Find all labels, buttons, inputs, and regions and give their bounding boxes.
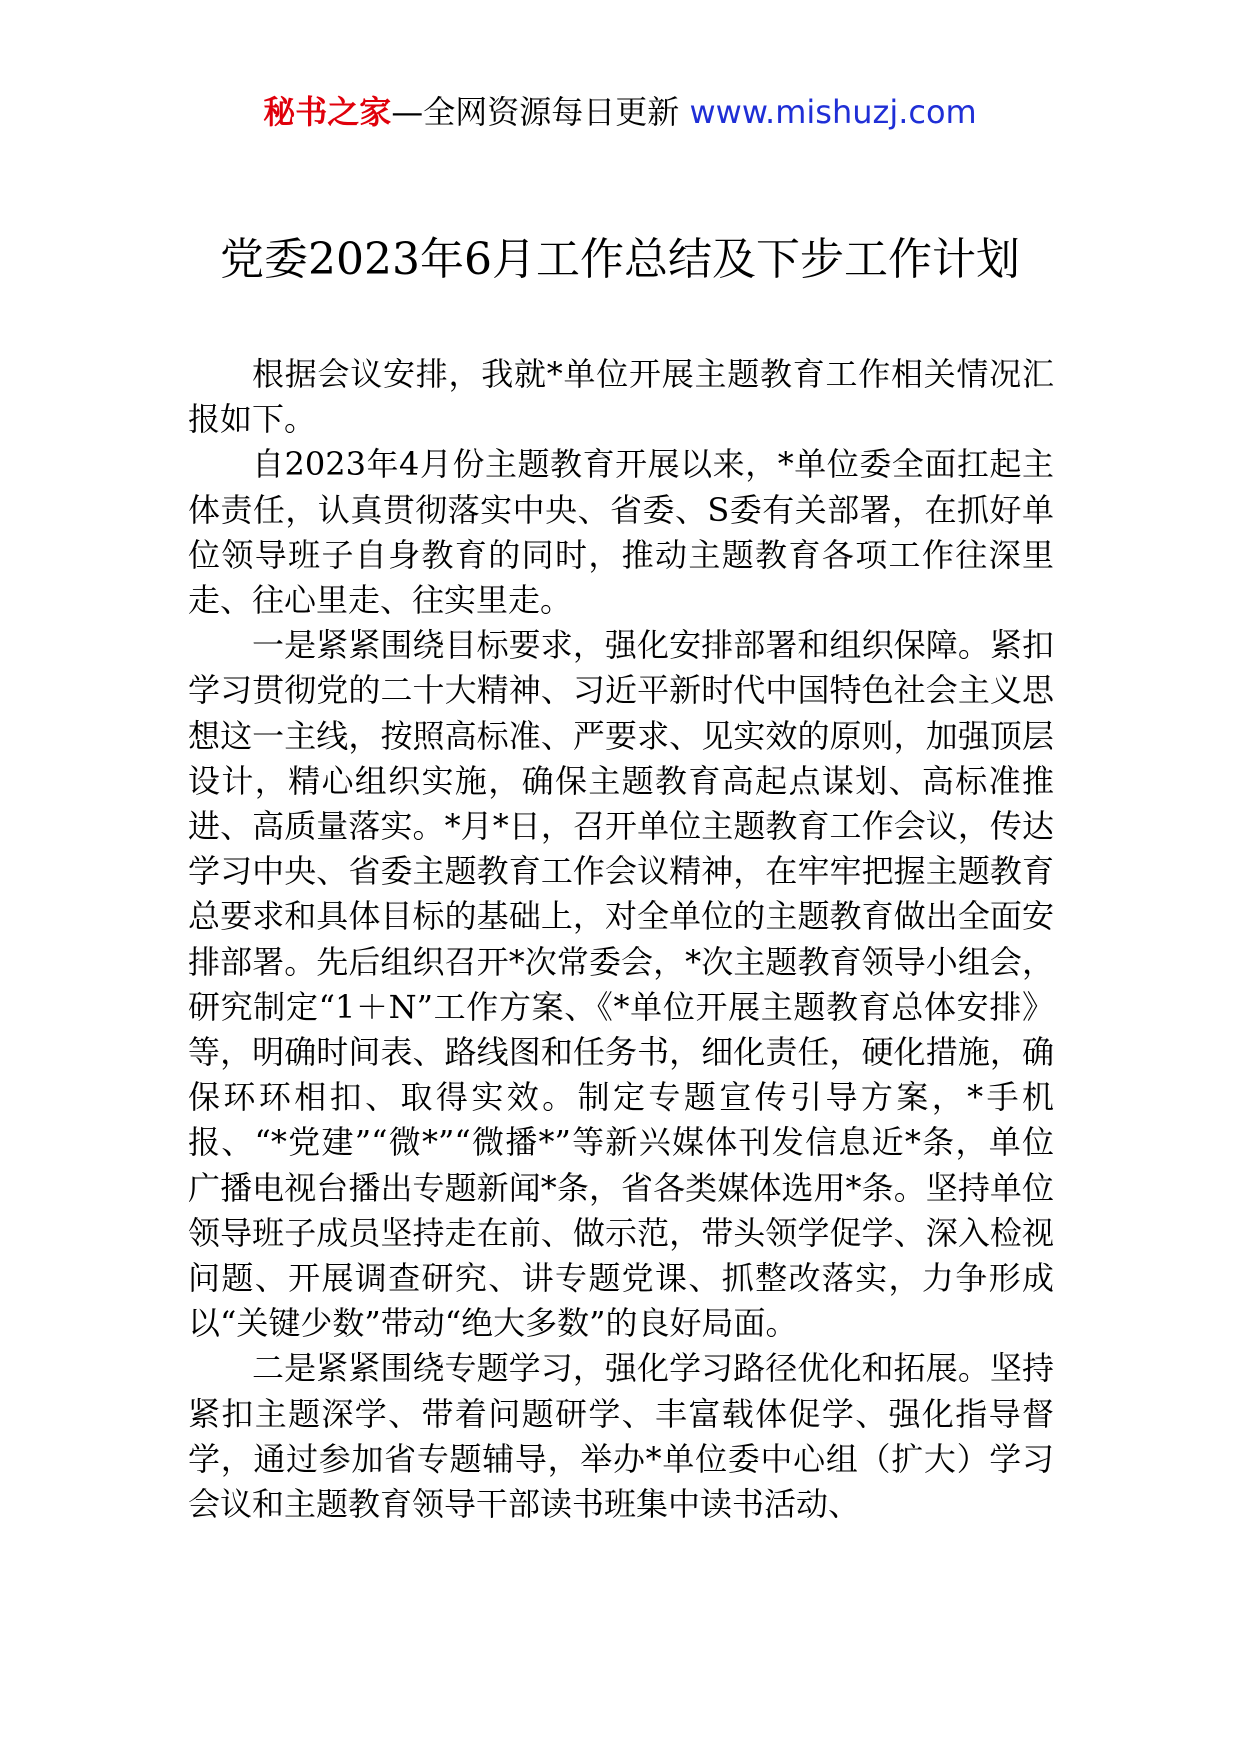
site-brand: 秘书之家 bbox=[263, 93, 392, 131]
paragraph-point-two: 二是紧紧围绕专题学习，强化学习路径优化和拓展。坚持紧扣主题深学、带着问题研学、丰富载体促学、强化指导督学，通过参加省专题辅导，举办*单位委中心组（扩大）学习会议和主题教育领导干部读书班集中读书活动、 bbox=[188, 1349, 1054, 1524]
paragraph-overview: 自2023年4月份主题教育开展以来，*单位委全面扛起主体责任，认真贯彻落实中央、省委、S委有关部署，在抓好单位领导班子自身教育的同时，推动主题教育各项工作往深里走、往心里走、往实里走。 bbox=[188, 445, 1054, 620]
site-url-link[interactable]: www.mishuzj.com bbox=[689, 93, 977, 131]
document-body bbox=[188, 352, 1054, 1527]
document-title: 党委2023年6月工作总结及下步工作计划 bbox=[220, 234, 1020, 285]
site-header bbox=[0, 92, 1240, 132]
site-slogan: —全网资源每日更新 bbox=[391, 93, 680, 131]
paragraph-intro: 根据会议安排，我就*单位开展主题教育工作相关情况汇报如下。 bbox=[188, 355, 1054, 439]
paragraph-point-one: 一是紧紧围绕目标要求，强化安排部署和组织保障。紧扣学习贯彻党的二十大精神、习近平新时代中国特色社会主义思想这一主线，按照高标准、严要求、见实效的原则，加强顶层设计，精心组织实施，确保主题教育高起点谋划、高标准推进、高质量落实。*月*日，召开单位主题教育工作会议，传达学习中央、省委主题教育工作会议精神，在牢牢把握主题教育总要求和具体目标的基础上，对全单位的主题教育做出全面安排部署。先后组织召开*次常委会，*次主题教育领导小组会，研究制定“1＋N”工作方案、《*单位开展主题教育总体安排》等，明确时间表、路线图和任务书，细化责任，硬化措施，确保环环相扣、取得实效。制定专题宣传引导方案，*手机报、“*党建”“微*”“微播*”等新兴媒体刊发信息近*条，单位广播电视台播出专题新闻*条，省各类媒体选用*条。坚持单位领导班子成员坚持走在前、做示范，带头领学促学、深入检视问题、开展调查研究、讲专题党课、抓整改落实，力争形成以“关键少数”带动“绝大多数”的良好局面。 bbox=[188, 626, 1054, 1343]
